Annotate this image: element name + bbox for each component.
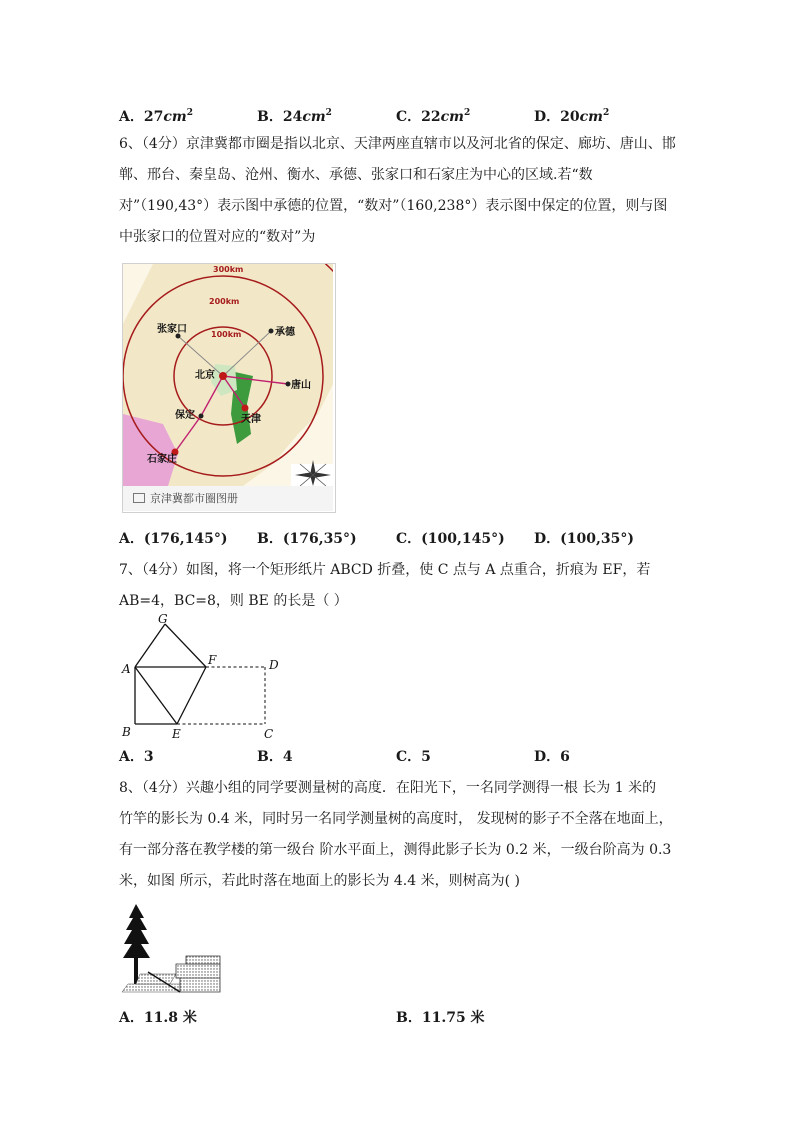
q7-line-2: AB=4，BC=8，则 BE 的长是（ ） [119,593,348,609]
q8-option-a: A．11.8 米 [119,1010,197,1026]
city-tianjin: 天津 [241,414,261,425]
q6-line-3: 对”（190,43°）表示图中承德的位置，“数对”（160,238°）表示图中保定的位置，则与图 [119,198,668,214]
q8-line-4: 米，如图 所示，若此时落在地面上的影长为 4.4 米，则树高为( ) [119,873,520,889]
q8-line-3: 有一部分落在教学楼的第一级台 阶水平面上，测得此影子长为 0.2 米，一级台阶高为 0.3 [119,842,672,858]
city-baoding: 保定 [175,410,195,421]
q6-line-4: 中张家口的位置对应的“数对”为 [119,229,316,245]
city-tangshan: 唐山 [291,380,311,391]
q5-option-b: B．$24cm^2$ [257,108,332,125]
label-b: B [122,725,131,739]
q8-option-b: B．11.75 米 [396,1010,485,1026]
dot-tangshan [286,382,291,387]
q6-line-1: 6、（4分）京津冀都市圈是指以北京、天津两座直辖市以及河北省的保定、廊坊、唐山、邯 [119,136,676,152]
city-chengde: 承德 [275,327,295,338]
segment-ae [135,667,177,724]
q5-option-c: C．$22cm^2$ [396,108,471,125]
q6-option-b: B．(176,35°) [257,531,357,547]
q7-rectangle-fold-figure [118,612,288,746]
city-zhangjiakou: 张家口 [157,324,187,335]
q7-line-1: 7、（4分）如图，将一个矩形纸片 ABCD 折叠，使 C 点与 A 点重合，折痕为 EF，若 [119,562,651,578]
q7-option-a: A．3 [119,749,154,765]
segment-ef [177,667,206,724]
label-e: E [172,727,181,741]
q6-option-a: A．(176,145°) [119,531,228,547]
label-200km: 200km [209,297,240,306]
label-300km: 300km [213,265,244,274]
map-caption: 京津冀都市圈图册 [123,486,333,511]
q7-option-b: B．4 [257,749,293,765]
q7-option-d: D．6 [534,749,570,765]
dot-baoding [199,414,204,419]
q8-line-2: 竹竿的影长为 0.4 米，同时另一名同学测量树的高度时， 发现树的影子不全落在地面上， [119,811,673,827]
label-d: D [269,658,279,672]
q5-option-d: D．$20cm^2$ [534,108,610,125]
q5-option-a: A．$27cm^2$ [119,108,193,125]
label-g: G [158,612,168,626]
dot-beijing [219,372,227,380]
jingjinji-map [122,263,336,513]
q8-tree-shadow-figure [120,902,224,998]
segment-gf [165,624,206,667]
label-100km: 100km [211,330,242,339]
q6-line-2: 郸、邢台、秦皇岛、沧州、衡水、承德、张家口和石家庄为中心的区域.若“数 [119,167,593,183]
city-beijing: 北京 [195,370,215,381]
label-a: A [122,662,131,676]
q6-option-d: D．(100,35°) [534,531,634,547]
segment-ag [135,624,165,667]
q6-option-c: C．(100,145°) [396,531,505,547]
q8-line-1: 8、（4分）兴趣小组的同学要测量树的高度．在阳光下，一名同学测得一根 长为 1 米的 [119,780,657,796]
dot-chengde [269,329,274,334]
q7-option-c: C．5 [396,749,431,765]
tree-icon [123,904,150,984]
dot-tianjin [242,405,249,412]
city-shijiazhuang: 石家庄 [147,454,177,465]
ground-shadow [122,974,180,992]
image-gallery-icon [133,493,145,503]
label-f: F [208,653,217,667]
label-c: C [264,727,274,741]
